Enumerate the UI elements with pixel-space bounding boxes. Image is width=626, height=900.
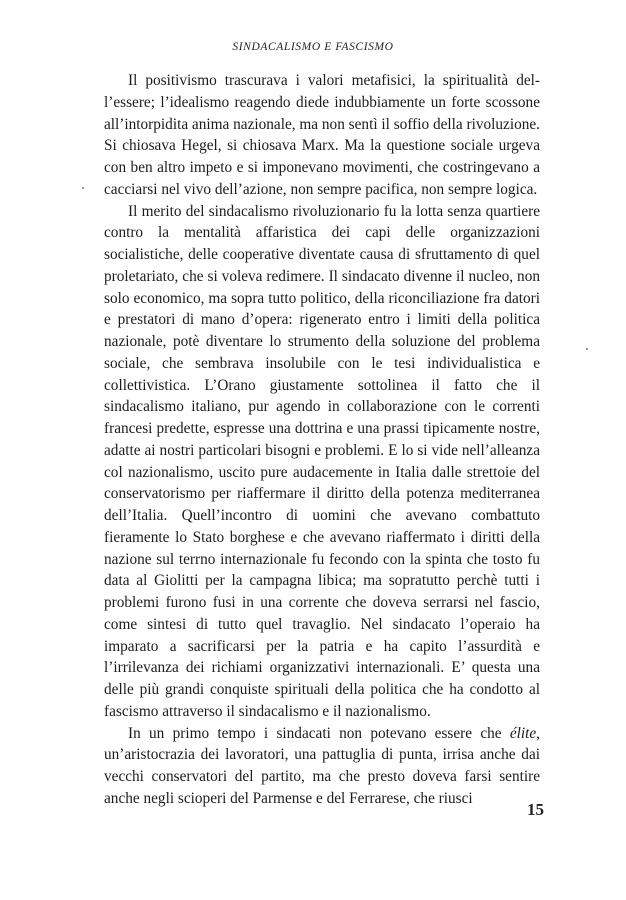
ink-speck <box>586 348 588 350</box>
paragraph <box>104 723 540 810</box>
paragraph-text: In un primo tempo i sindacati non potevano essere che <box>128 724 510 742</box>
ink-speck <box>82 187 84 189</box>
running-head: SINDACALISMO E FASCISMO <box>232 41 394 53</box>
paragraph: Il positivismo trascurava i valori metafisici, la spiritualità dell’essere; l’idealismo reagendo diede indubbiamente un forte scossone all’intorpidita anima nazionale, ma non sentì il soffio della rivoluzione. Si chiosava Hegel, si chiosava Marx. Ma la questione sociale urgeva con ben altro impeto e si imponevano movimenti, che costringevano a cacciarsi nel vivo dell’azione, non sempre pacifica, non sempre logica. <box>104 72 540 198</box>
italic-term: élite, <box>509 724 540 742</box>
page-number: 15 <box>527 800 544 819</box>
body-text <box>104 70 540 810</box>
paragraph-text: un’aristocrazia dei lavoratori, una pattuglia di punta, irrisa anche dai vecchi conservatori del partito, ma che presto doveva farsi sentire anche negli scioperi del Parmense e del Ferrarese, che riusci <box>104 746 540 807</box>
paragraph: Il merito del sindacalismo rivoluzionario fu la lotta senza quartiere contro la mentalità affaristica dei capi delle organizzazioni socialistiche, delle cooperative diventate causa di sfruttamento di quel proletariato, che si voleva redimere. Il sindacato divenne il nucleo, non solo economico, ma sopra tutto politico, della riconciliazione fra datori e prestatori di mano d’opera: rigenerato entro i limiti della politica nazionale, potè diventare lo strumento della soluzione del problema sociale, che sembrava insolubile con le tesi individualistica e collettivistica. L’Orano giustamente sottolinea il fatto che il sindacalismo italiano, pur agendo in collaborazione con le correnti francesi predette, espresse una dottrina e una prassi tipicamente nostre, adatte ai nostri particolari bisogni e problemi. E lo si vide nell’alleanza col nazionalismo, uscito pure audacemente in Italia dalle strettoie del conservatorismo per riaffermare il diritto della potenza mediterranea dell’Italia. Quell’incontro di uomini che avevano combattuto fieramente lo Stato borghese e che avevano riaffermato i diritti della nazione sul terrno internazionale fu fecondo con la spinta che tosto fu data al Giolitti per la campagna libica; ma sopratutto perchè tutti i problemi furono fusi in una corrente che doveva serrarsi nel fascio, come sintesi di tutto quel travaglio. Nel sindacato l’operaio ha imparato a sacrificarsi per la patria e ha capito l’assurdità e l’irrilevanza dei richiami organizzativi internazionali. E’ questa una delle più grandi conquiste spirituali della politica che ha condotto al fascismo attraverso il sindacalismo e il nazionalismo. <box>104 202 540 720</box>
